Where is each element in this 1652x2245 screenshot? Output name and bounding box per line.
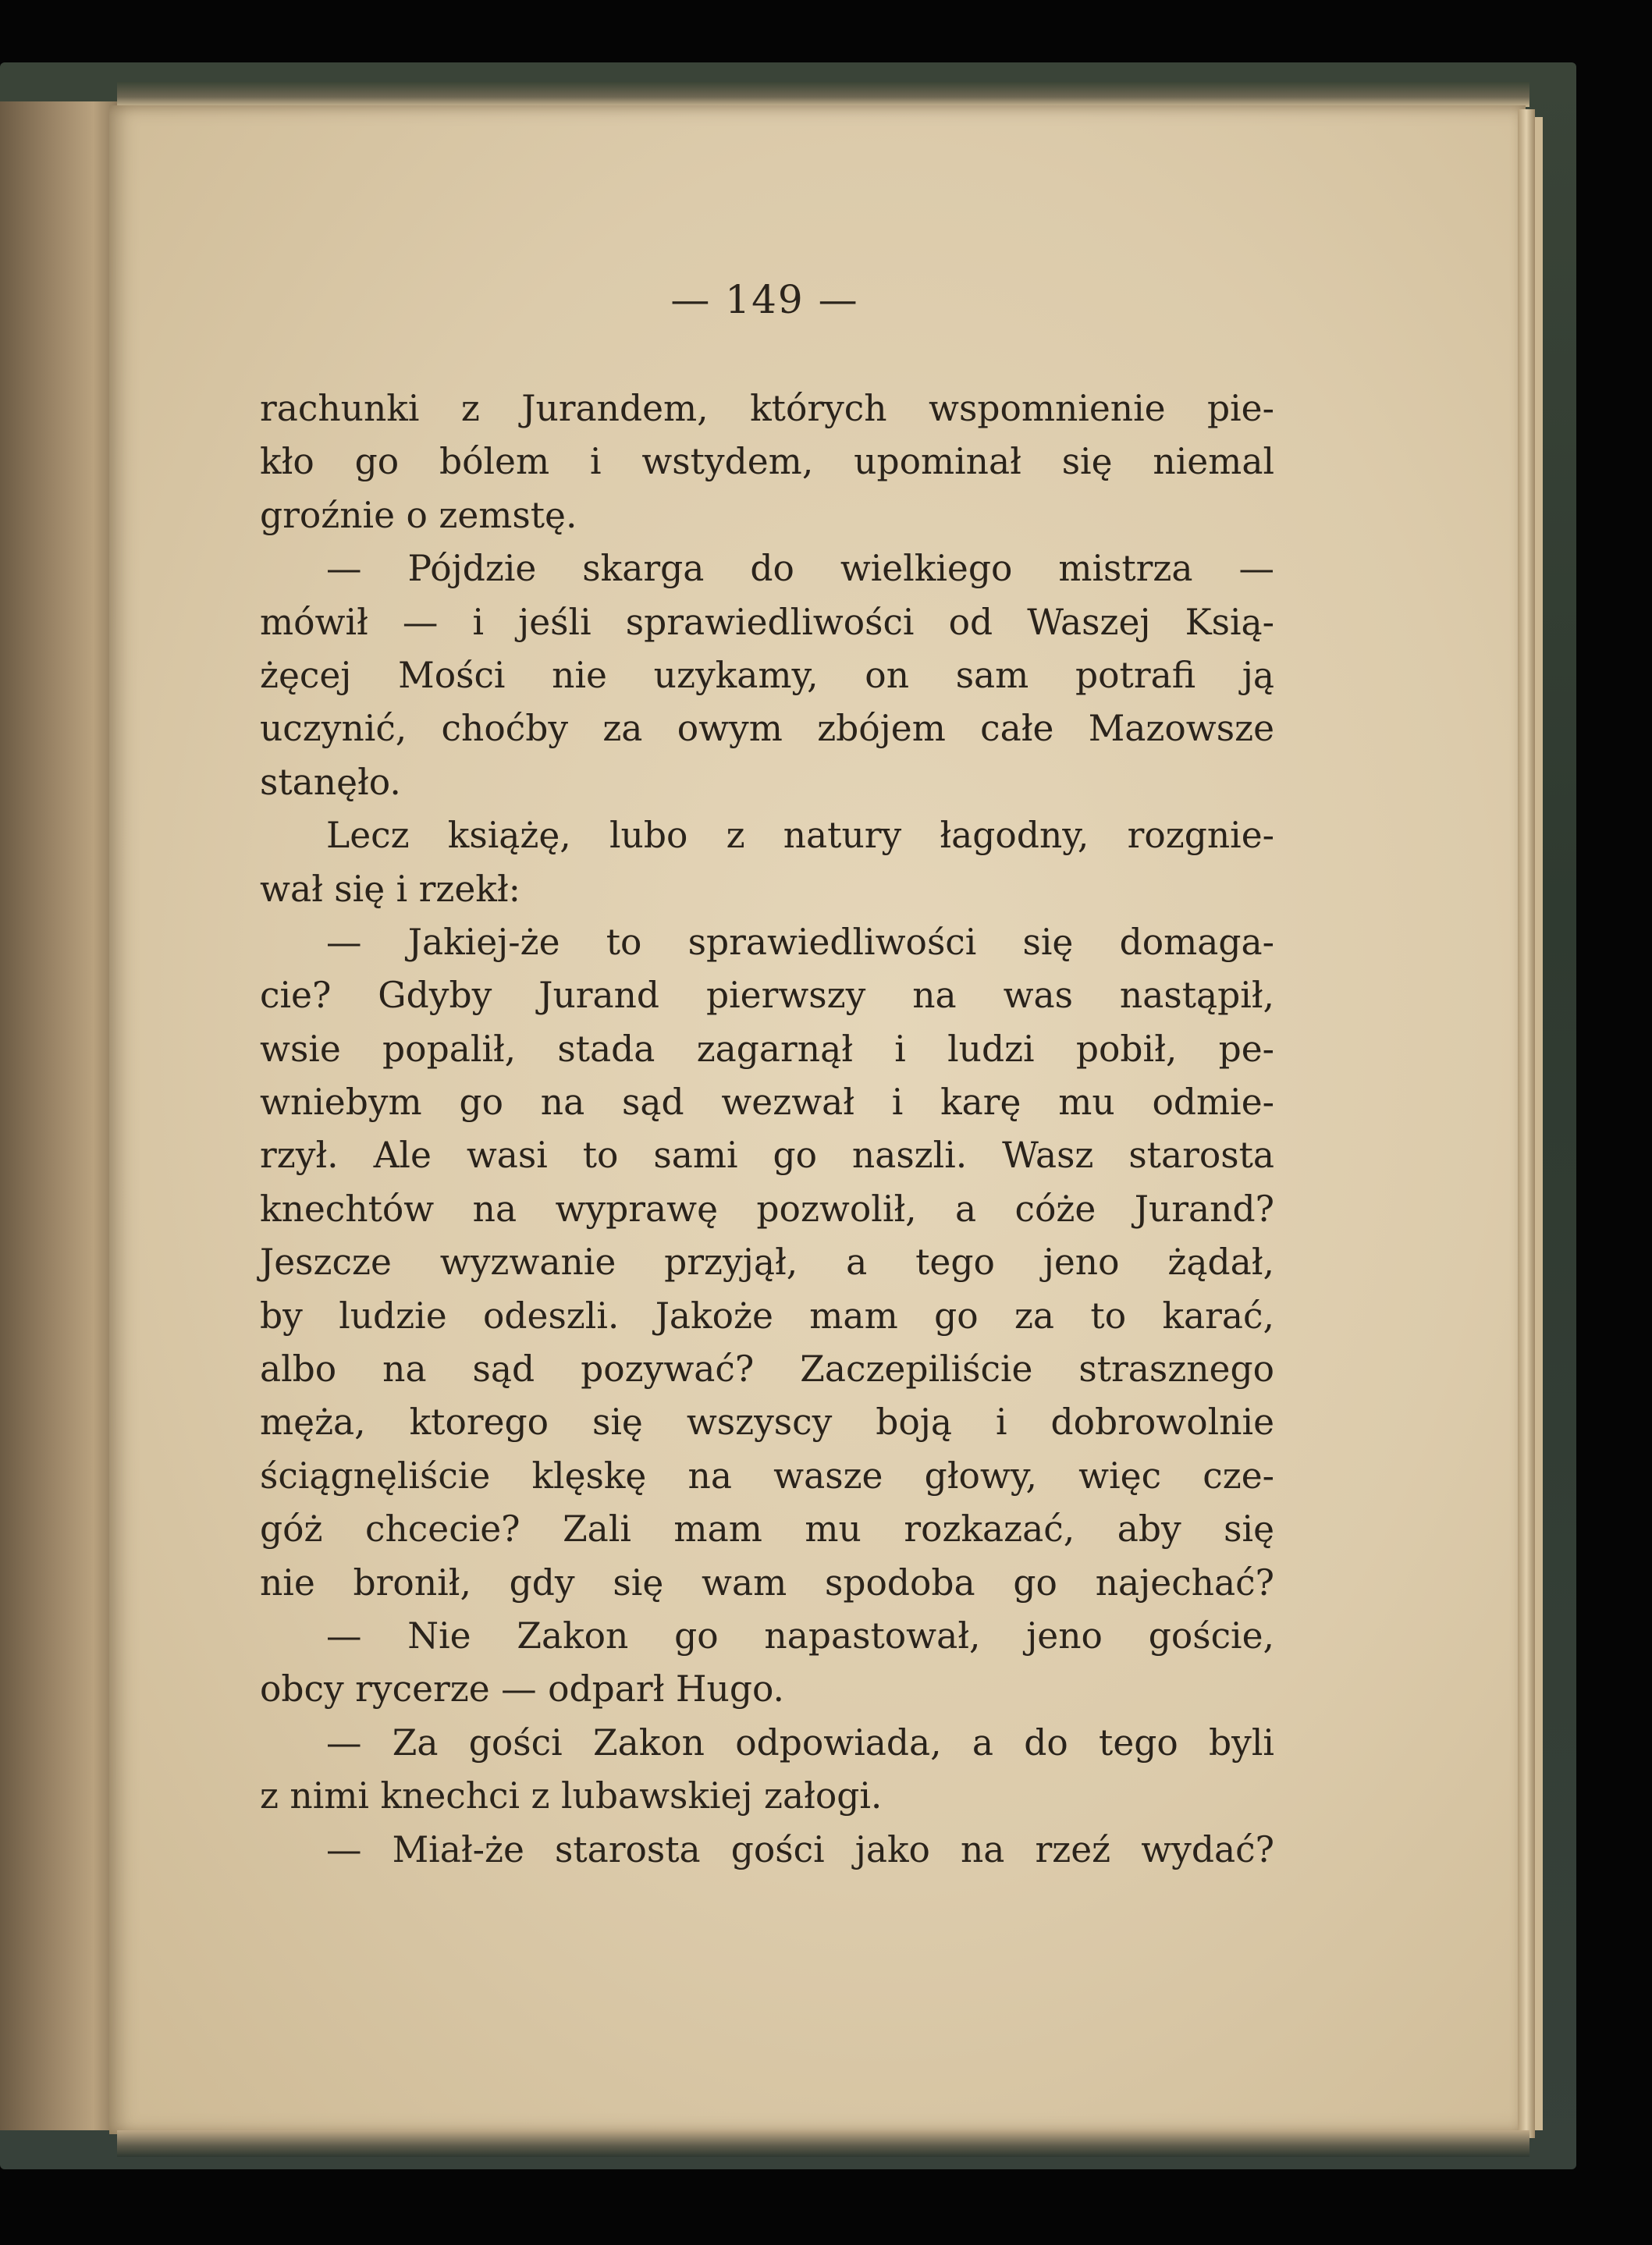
page-number: — 149 — xyxy=(670,277,859,322)
text-line: cie? Gdyby Jurand pierwszy na was nastąpił, xyxy=(260,975,1274,1017)
text-line: uczynić, choćby za owym zbójem całe Mazowsze xyxy=(260,708,1274,750)
text-line: obcy rycerze — odparł Hugo. xyxy=(260,1668,785,1710)
text-line: groźnie o zemstę. xyxy=(260,494,577,536)
text-line: knechtów na wyprawę pozwolił, a cóże Jurand? xyxy=(260,1188,1274,1230)
text-line: nie bronił, gdy się wam spodoba go najechać? xyxy=(260,1561,1274,1604)
page-top-edge xyxy=(117,82,1529,107)
text-line: — Jakiej-że to sprawiedliwości się domaga- xyxy=(326,921,1274,963)
text-line: — Miał-że starosta gości jako na rzeź wydać? xyxy=(326,1828,1274,1870)
text-line: wał się i rzekł: xyxy=(260,868,520,910)
page-bottom-edge xyxy=(117,2130,1529,2157)
page-right-edge xyxy=(1518,109,1535,2138)
text-line: kło go bólem i wstydem, upominał się niemal xyxy=(260,441,1274,483)
text-line: Lecz książę, lubo z natury łagodny, rozgnie- xyxy=(326,815,1274,857)
text-line: mówił — i jeśli sprawiedliwości od Waszej Ksią- xyxy=(260,601,1274,643)
text-line: stanęło. xyxy=(260,761,401,803)
text-line: męża, ktorego się wszyscy boją i dobrowolnie xyxy=(260,1401,1274,1444)
text-line: rzył. Ale wasi to sami go naszli. Wasz starosta xyxy=(260,1135,1274,1177)
page-stack-edge xyxy=(1535,117,1543,2130)
text-line: — Za gości Zakon odpowiada, a do tego byli xyxy=(326,1721,1274,1764)
text-line: góż chcecie? Zali mam mu rozkazać, aby się xyxy=(260,1508,1274,1551)
text-line: rachunki z Jurandem, których wspomnienie pie- xyxy=(260,388,1274,429)
previous-page-edge xyxy=(0,101,117,2130)
text-line: z nimi knechci z lubawskiej załogi. xyxy=(260,1775,883,1817)
text-line: — Nie Zakon go napastował, jeno goście, xyxy=(326,1614,1274,1657)
text-line: albo na sąd pozywać? Zaczepiliście strasznego xyxy=(260,1348,1274,1391)
text-line: wsie popalił, stada zagarnął i ludzi pobił, pe- xyxy=(260,1028,1274,1070)
text-line: by ludzie odeszli. Jakoże mam go za to karać, xyxy=(260,1295,1274,1337)
text-line: Jeszcze wyzwanie przyjął, a tego jeno żądał, xyxy=(260,1241,1274,1284)
text-line: wniebym go na sąd wezwał i karę mu odmie- xyxy=(260,1082,1274,1124)
body-text xyxy=(260,382,1274,1877)
text-line: — Pójdzie skarga do wielkiego mistrza — xyxy=(326,548,1274,590)
text-line: ściągnęliście klęskę na wasze głowy, więc cze- xyxy=(260,1455,1274,1497)
text-line: żęcej Mości nie uzykamy, on sam potrafi ją xyxy=(260,654,1274,696)
